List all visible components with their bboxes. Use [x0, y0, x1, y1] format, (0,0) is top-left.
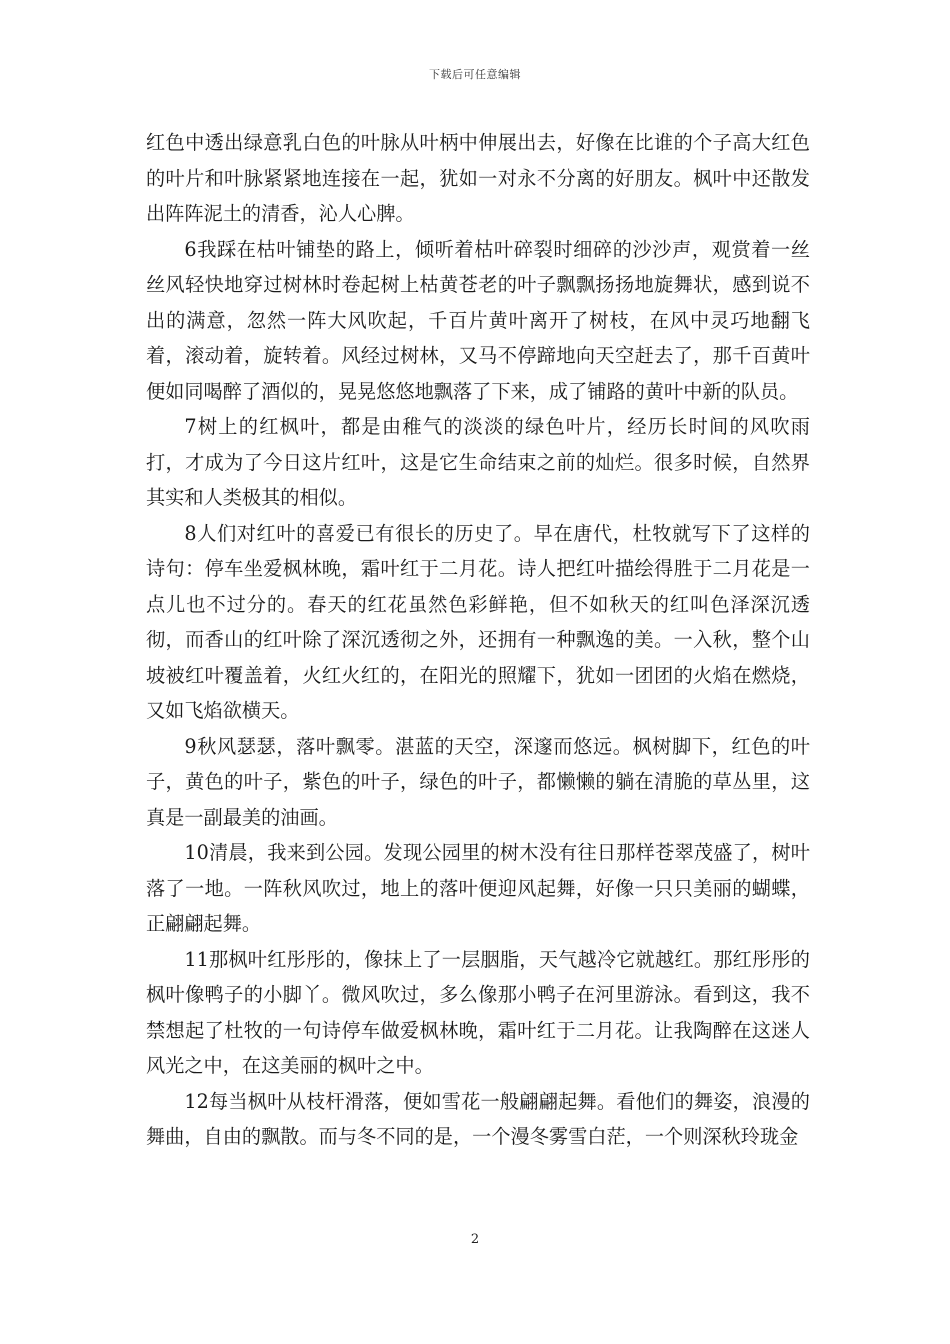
- document-body: [146, 125, 810, 1155]
- paragraph-11: 11那枫叶红彤彤的，像抹上了一层胭脂，天气越冷它就越红。那红彤彤的枫叶像鸭子的小脚丫。微风吹过，多么像那小鸭子在河里游泳。看到这，我不禁想起了杜牧的一句诗停车做爱枫林晚，霜叶红于二月花。让我陶醉在这迷人风光之中，在这美丽的枫叶之中。: [146, 947, 810, 1077]
- paragraph-8: 8人们对红叶的喜爱已有很长的历史了。早在唐代，杜牧就写下了这样的诗句：停车坐爱枫林晚，霜叶红于二月花。诗人把红叶描绘得胜于二月花是一点儿也不过分的。春天的红花虽然色彩鲜艳，但不如秋天的红叫色泽深沉透彻，而香山的红叶除了深沉透彻之外，还拥有一种飘逸的美。一入秋，整个山坡被红叶覆盖着，火红火红的，在阳光的照耀下，犹如一团团的火焰在燃烧，又如飞焰欲横天。: [146, 521, 810, 722]
- paragraph-continued: 红色中透出绿意乳白色的叶脉从叶柄中伸展出去，好像在比谁的个子高大红色的叶片和叶脉紧紧地连接在一起，犹如一对永不分离的好朋友。枫叶中还散发出阵阵泥土的清香，沁人心脾。: [146, 131, 810, 225]
- paragraph-6: 6我踩在枯叶铺垫的路上，倾听着枯叶碎裂时细碎的沙沙声，观赏着一丝丝风轻快地穿过树林时卷起树上枯黄苍老的叶子飘飘扬扬地旋舞状，感到说不出的满意，忽然一阵大风吹起，千百片黄叶离开了树枝，在风中灵巧地翻飞着，滚动着，旋转着。风经过树林，又马不停蹄地向天空赶去了，那千百黄叶便如同喝醉了酒似的，晃晃悠悠地飘落了下来，成了铺路的黄叶中新的队员。: [146, 237, 810, 403]
- paragraph-12: 12每当枫叶从枝杆滑落，便如雪花一般翩翩起舞。看他们的舞姿，浪漫的舞曲，自由的飘散。而与冬不同的是，一个漫冬雾雪白茫，一个则深秋玲珑金: [146, 1089, 810, 1148]
- page-number: 2: [470, 1232, 480, 1247]
- paragraph-10: 10清晨，我来到公园。发现公园里的树木没有往日那样苍翠茂盛了，树叶落了一地。一阵秋风吹过，地上的落叶便迎风起舞，好像一只只美丽的蝴蝶，正翩翩起舞。: [146, 841, 810, 935]
- page-header: 下载后可任意编辑: [429, 68, 521, 81]
- paragraph-7: 7树上的红枫叶，都是由稚气的淡淡的绿色叶片，经历长时间的风吹雨打，才成为了今日这片红叶，这是它生命结束之前的灿烂。很多时候，自然界其实和人类极其的相似。: [146, 415, 810, 509]
- paragraph-9: 9秋风瑟瑟，落叶飘零。湛蓝的天空，深邃而悠远。枫树脚下，红色的叶子，黄色的叶子，紫色的叶子，绿色的叶子，都懒懒的躺在清脆的草丛里，这真是一副最美的油画。: [146, 734, 810, 829]
